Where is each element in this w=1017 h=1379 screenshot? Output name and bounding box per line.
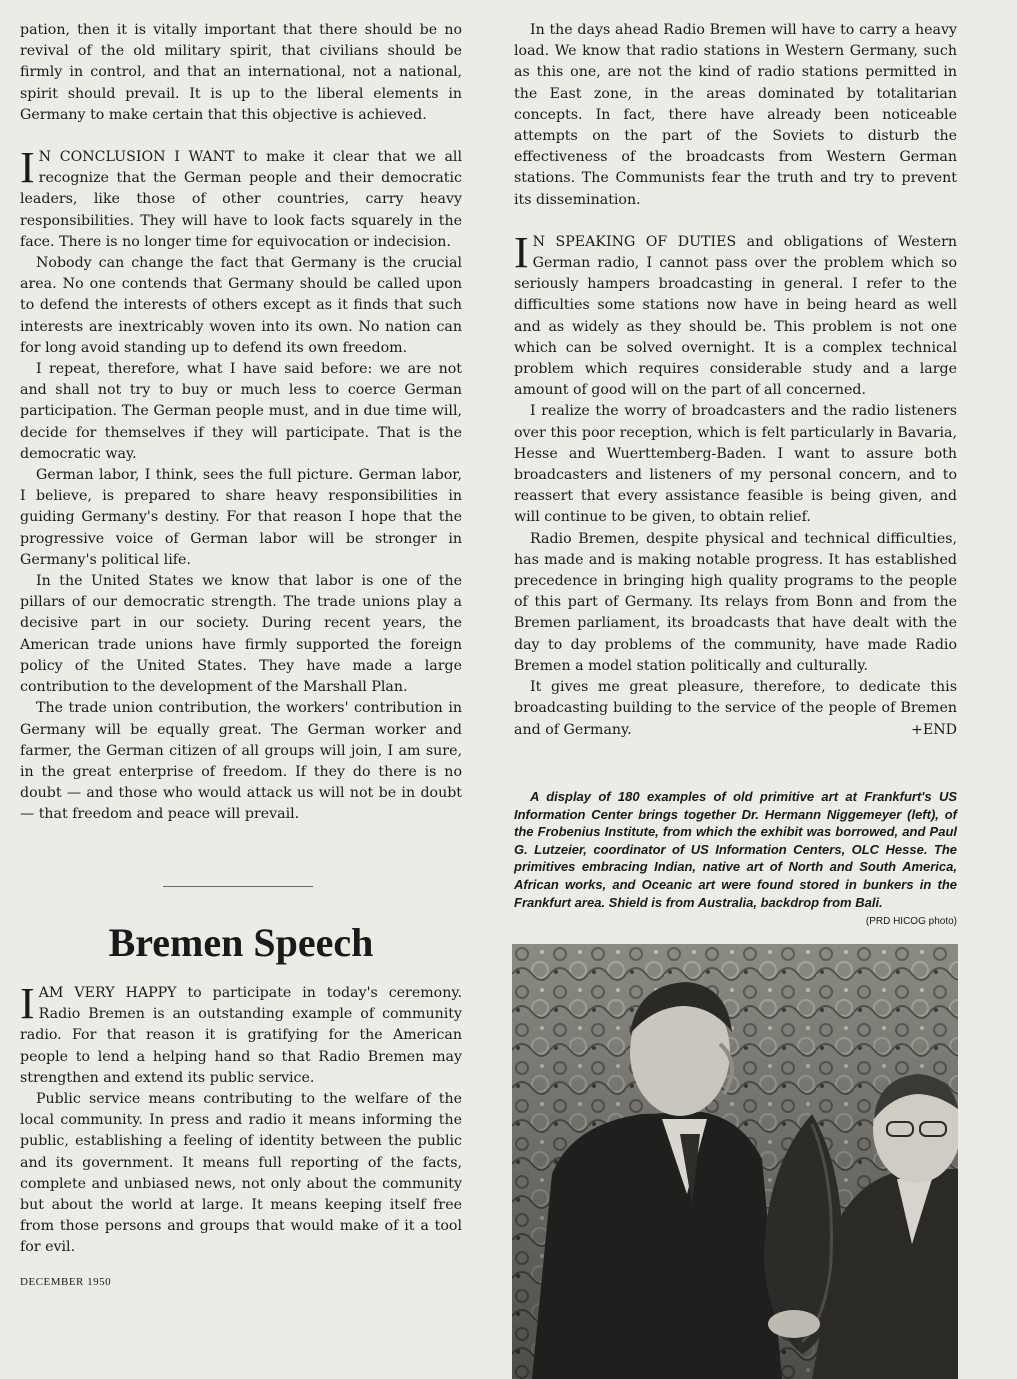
paragraph-text: N CONCLUSION I WANT to make it clear that we all recognize that the German people and their democratic leaders, like those of other countries, carry heavy responsibilities. They will have to look facts squarely in the face. There is no longer time for equivocation or indecision. (20, 149, 462, 250)
drop-cap: I (20, 143, 35, 193)
photo-illustration (512, 944, 958, 1379)
paragraph-text: It gives me great pleasure, therefore, to dedicate this broadcasting building to the service of the people of Bremen and of Germany. (514, 679, 957, 738)
right-column (514, 20, 957, 741)
article-paragraph: Radio Bremen, despite physical and technical difficulties, has made and is making notable progress. It has established precedence in bringing high quality programs to the people of this part of Germany. Its relays from Bonn and from the Bremen parliament, its broadcasts that have dealt with the day to day problems of the community, have made Radio Bremen a model station politically and culturally. (514, 530, 957, 674)
article-paragraph: The trade union contribution, the workers' contribution in Germany will be equally great. The German worker and farmer, the German citizen of all groups will join, I am sure, in the great enterprise of freedom. If they do there is no doubt — and those who would attack us will not be in doubt — that freedom and peace will prevail. (20, 700, 462, 823)
article-paragraph (20, 979, 462, 1089)
photo-caption (514, 788, 957, 931)
paragraph-text: AM VERY HAPPY to participate in today's ceremony. Radio Bremen is an outstanding example of community radio. For that reason it is gratifying for the American people to lend a helping hand so that Radio Bremen may strengthen and extend its public service. (20, 985, 462, 1086)
photo (512, 944, 958, 1379)
article-paragraph (514, 677, 957, 741)
article-paragraph: In the United States we know that labor is one of the pillars of our democratic strength. The trade unions play a decisive part in our society. During recent years, the American trade unions have firmly supported the foreign policy of the United States. They have made a large contribution to the development of the Marshall Plan. (20, 573, 462, 696)
article-paragraph: Nobody can change the fact that Germany is the crucial area. No one contends that Germany should be called upon to defend the interests of others except as it finds that such interests are inextricably woven into its own. No nation can for long avoid standing up to defend its own freedom. (20, 255, 462, 356)
article-paragraph: I repeat, therefore, what I have said before: we are not and shall not try to buy or much less to coerce German participation. The German people must, and in due time will, decide for themselves if they will participate. That is the democratic way. (20, 361, 462, 462)
photo-credit: (PRD HICOG photo) (865, 916, 957, 928)
article-paragraph: Public service means contributing to the welfare of the local community. In press and radio it means informing the public, establishing a feeling of identity between the public and its government. It means full reporting of the facts, complete and unbiased news, not only about the community but about the world at large. It means keeping itself free from those persons and groups that would make of it a tool for evil. (20, 1091, 462, 1256)
article-paragraph: In the days ahead Radio Bremen will have to carry a heavy load. We know that radio stations in Western Germany, such as this one, are not the kind of radio stations permitted in the East zone, in the areas dominated by totalitarian concepts. In fact, there have already been noticeable attempts on the part of the Soviets to disturb the effectiveness of the broadcasts from Western German stations. The Communists fear the truth and try to prevent its dissemination. (514, 22, 957, 208)
paragraph-text: N SPEAKING OF DUTIES and obligations of Western German radio, I cannot pass over the problem which so seriously hampers broadcasting in general. I refer to the difficulties some stations now have in being heard as well and as widely as they should be. This problem is not one which can be solved overnight. It is a complex technical problem which requires considerable study and a large amount of good will on the part of all concerned. (514, 233, 957, 399)
section-divider (163, 886, 313, 887)
article-paragraph: German labor, I think, sees the full picture. German labor, I believe, is prepared to share heavy responsibilities in guiding Germany's destiny. For that reason I hope that the progressive voice of German labor will be stronger in Germany's political life. (20, 467, 462, 568)
drop-cap: I (20, 979, 35, 1028)
article-paragraph: I realize the worry of broadcasters and the radio listeners over this poor reception, which is felt particularly in Bavaria, Hesse and Wuerttemberg-Baden. I want to assure both broadcasters and listeners of my personal concern, and to reassert that every assistance feasible is being given, and will continue to be given, to obtain relief. (514, 403, 957, 526)
issue-date: DECEMBER 1950 (20, 1276, 112, 1288)
caption-text: A display of 180 examples of old primitive art at Frankfurt's US Information Center brings together Dr. Hermann Niggemeyer (left), of the Frobenius Institute, from which the exhibit was borrowed, and Paul G. Lutzeier, coordinator of US Information Centers, OLC Hesse. The primitives embracing Indian, native art of North and South America, African works, and Oceanic art were found stored in bunkers in the Frankfurt area. Shield is from Australia, backdrop from Bali. (514, 789, 957, 910)
bremen-speech-body (20, 979, 462, 1259)
end-mark: +END (910, 721, 957, 738)
article-paragraph (514, 227, 957, 402)
article-paragraph (20, 143, 462, 253)
headline: Bremen Speech (108, 920, 374, 965)
left-column (20, 20, 462, 826)
article-paragraph: pation, then it is vitally important that there should be no revival of the old military spirit, that civilians should be firmly in control, and that an international, not a national, spirit should prevail. It is up to the liberal elements in Germany to make certain that this objective is achieved. (20, 22, 462, 123)
drop-cap: I (514, 227, 529, 277)
